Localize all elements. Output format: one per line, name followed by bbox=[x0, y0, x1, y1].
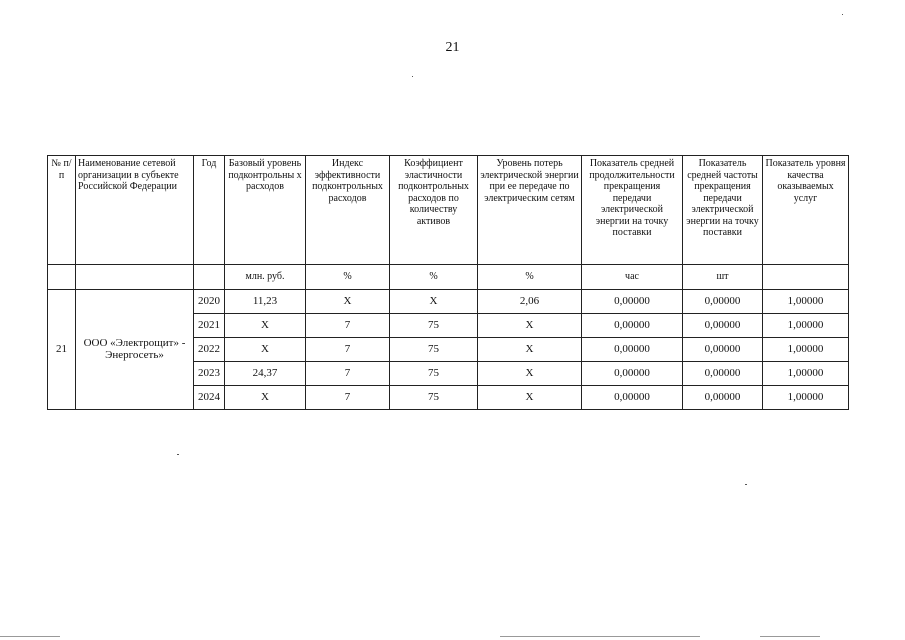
index-cell: 7 bbox=[306, 362, 390, 386]
duration-cell: 0,00000 bbox=[582, 386, 683, 410]
year-cell: 2024 bbox=[194, 386, 225, 410]
duration-cell: 0,00000 bbox=[582, 314, 683, 338]
unit-cell bbox=[48, 265, 76, 290]
units-row bbox=[48, 265, 849, 290]
unit-cell: % bbox=[306, 265, 390, 290]
base-cell: Х bbox=[225, 314, 306, 338]
organization-name: ООО «Электрощит» - Энергосеть» bbox=[76, 290, 194, 410]
unit-cell bbox=[763, 265, 849, 290]
base-cell: 24,37 bbox=[225, 362, 306, 386]
base-cell: Х bbox=[225, 386, 306, 410]
header-avg-frequency: Показатель средней частоты прекращения передачи электрической энергии на точку поставки bbox=[683, 156, 763, 265]
duration-cell: 0,00000 bbox=[582, 338, 683, 362]
header-num: № п/п bbox=[48, 156, 76, 265]
entry-number: 21 bbox=[48, 290, 76, 410]
frequency-cell: 0,00000 bbox=[683, 362, 763, 386]
year-cell: 2022 bbox=[194, 338, 225, 362]
tariff-indicators-table bbox=[47, 155, 849, 410]
header-base-level: Базовый уровень подконтрольны х расходов bbox=[225, 156, 306, 265]
table-row bbox=[48, 290, 849, 314]
unit-cell: час bbox=[582, 265, 683, 290]
page-number: 21 bbox=[445, 40, 460, 55]
index-cell: 7 bbox=[306, 386, 390, 410]
frequency-cell: 0,00000 bbox=[683, 386, 763, 410]
header-efficiency-index: Индекс эффективности подконтрольных расходов bbox=[306, 156, 390, 265]
coef-cell: 75 bbox=[390, 386, 478, 410]
quality-cell: 1,00000 bbox=[763, 314, 849, 338]
scan-speck bbox=[745, 484, 747, 485]
frequency-cell: 0,00000 bbox=[683, 290, 763, 314]
index-cell: 7 bbox=[306, 338, 390, 362]
coef-cell: 75 bbox=[390, 362, 478, 386]
quality-cell: 1,00000 bbox=[763, 386, 849, 410]
scan-edge-line bbox=[0, 636, 60, 637]
duration-cell: 0,00000 bbox=[582, 290, 683, 314]
unit-cell: шт bbox=[683, 265, 763, 290]
header-service-quality: Показатель уровня качества оказываемых услуг bbox=[763, 156, 849, 265]
index-cell: Х bbox=[306, 290, 390, 314]
scan-speck bbox=[177, 454, 179, 455]
unit-cell: % bbox=[478, 265, 582, 290]
coef-cell: 75 bbox=[390, 338, 478, 362]
unit-cell bbox=[194, 265, 225, 290]
loss-cell: Х bbox=[478, 338, 582, 362]
loss-cell: Х bbox=[478, 386, 582, 410]
quality-cell: 1,00000 bbox=[763, 338, 849, 362]
frequency-cell: 0,00000 bbox=[683, 314, 763, 338]
header-elasticity-coef: Коэффициент эластичности подконтрольных расходов по количеству активов bbox=[390, 156, 478, 265]
year-cell: 2020 bbox=[194, 290, 225, 314]
unit-cell: млн. руб. bbox=[225, 265, 306, 290]
year-cell: 2023 bbox=[194, 362, 225, 386]
header-loss-level: Уровень потерь электрической энергии при ее передаче по электрическим сетям bbox=[478, 156, 582, 265]
unit-cell: % bbox=[390, 265, 478, 290]
loss-cell: 2,06 bbox=[478, 290, 582, 314]
duration-cell: 0,00000 bbox=[582, 362, 683, 386]
base-cell: Х bbox=[225, 338, 306, 362]
header-row bbox=[48, 156, 849, 265]
unit-cell bbox=[76, 265, 194, 290]
index-cell: 7 bbox=[306, 314, 390, 338]
coef-cell: Х bbox=[390, 290, 478, 314]
base-cell: 11,23 bbox=[225, 290, 306, 314]
scan-edge-line bbox=[760, 636, 820, 637]
scan-speck bbox=[412, 76, 413, 77]
header-avg-duration: Показатель средней продолжительности прекращения передачи электрической энергии на точку поставки bbox=[582, 156, 683, 265]
scan-speck bbox=[842, 14, 843, 15]
loss-cell: Х bbox=[478, 362, 582, 386]
header-org-name: Наименование сетевой организации в субъекте Российской Федерации bbox=[76, 156, 194, 265]
scan-edge-line bbox=[500, 636, 700, 637]
year-cell: 2021 bbox=[194, 314, 225, 338]
coef-cell: 75 bbox=[390, 314, 478, 338]
loss-cell: Х bbox=[478, 314, 582, 338]
quality-cell: 1,00000 bbox=[763, 362, 849, 386]
header-year: Год bbox=[194, 156, 225, 265]
frequency-cell: 0,00000 bbox=[683, 338, 763, 362]
quality-cell: 1,00000 bbox=[763, 290, 849, 314]
